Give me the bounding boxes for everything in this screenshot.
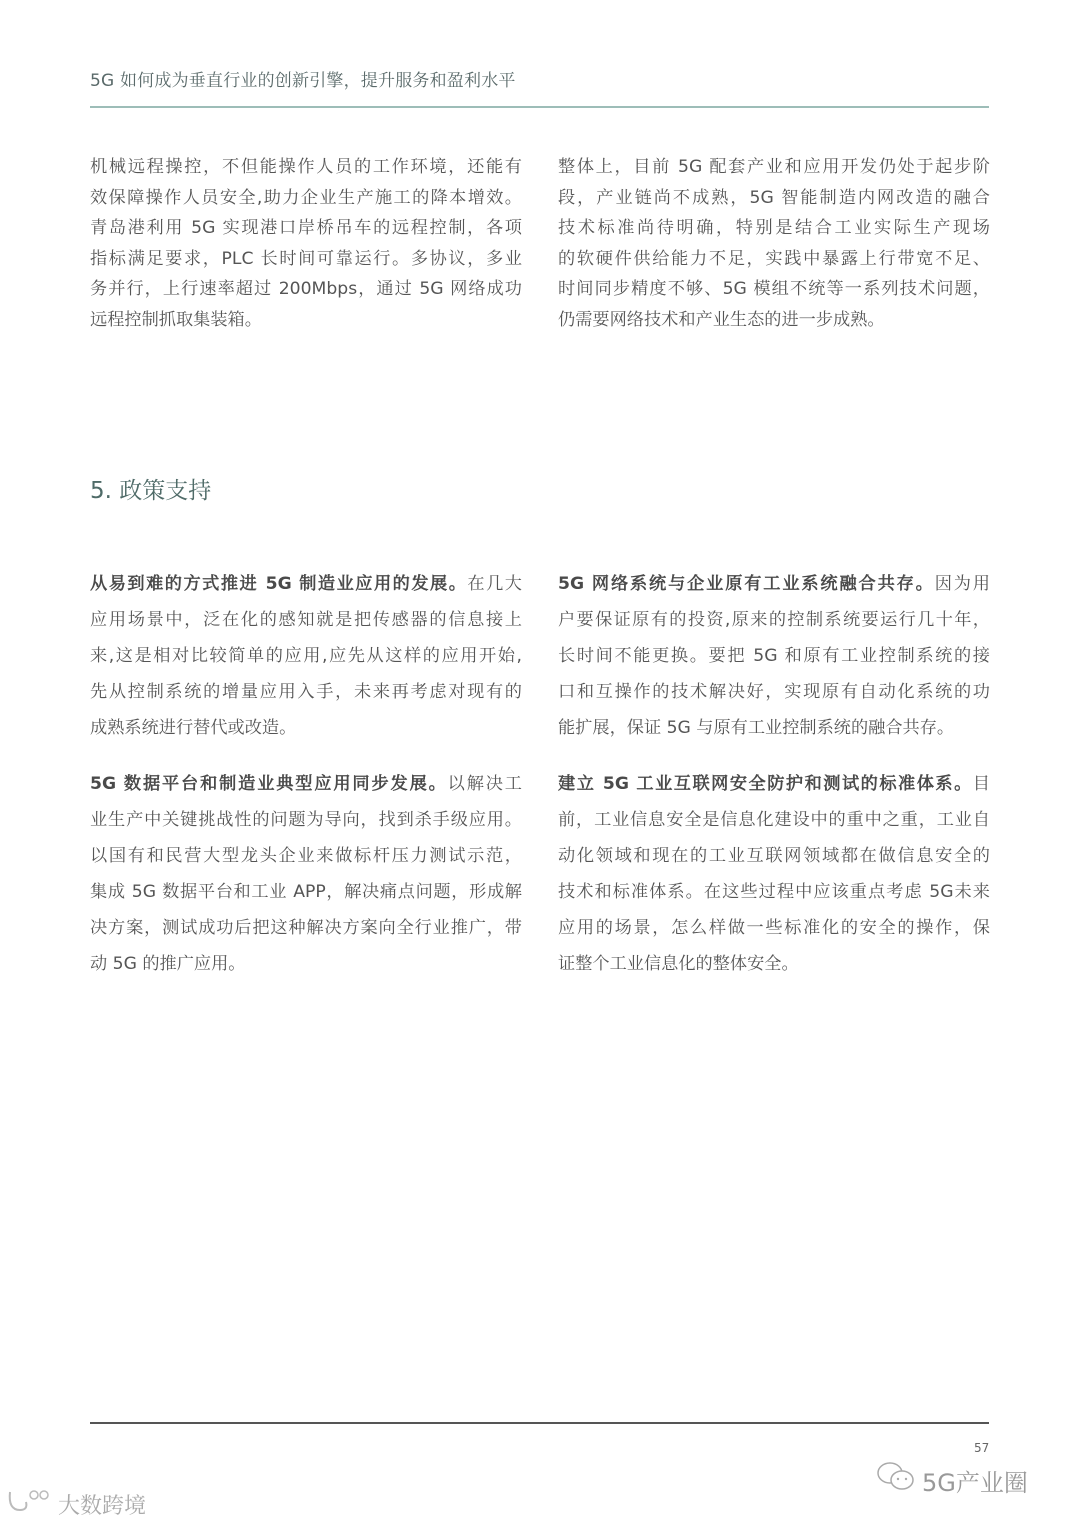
text-line: 技术标准尚待明确，特别是结合工业实际生产现场 xyxy=(558,218,990,238)
policy-paragraph xyxy=(558,566,990,746)
text-line: 应用场景中，泛在化的感知就是把传感器的信息接上 xyxy=(90,610,522,630)
header-divider xyxy=(90,106,989,108)
policy-paragraph xyxy=(558,766,990,982)
wechat-watermark xyxy=(876,1460,1028,1500)
paragraph-lead: 5G 数据平台和制造业典型应用同步发展。 xyxy=(90,774,448,794)
wechat-icon xyxy=(876,1460,916,1500)
brand-watermark xyxy=(6,1488,146,1520)
text-line: 成熟系统进行替代或改造。 xyxy=(90,718,297,738)
text-line xyxy=(558,566,990,602)
text-line: 以国有和民营大型龙头企业来做标杆压力测试示范， xyxy=(90,846,522,866)
text-line: 口和互操作的技术解决好，实现原有自动化系统的功 xyxy=(558,682,990,702)
paragraph-text: 因为用 xyxy=(934,574,990,594)
text-line: 技术和标准体系。在这些过程中应该重点考虑 5G未来 xyxy=(558,882,990,902)
paragraph-text: 以解决工 xyxy=(447,774,522,794)
text-line: 前，工业信息安全是信息化建设中的重中之重，工业自 xyxy=(558,810,990,830)
text-line: 机械远程操控，不但能操作人员的工作环境，还能有 xyxy=(90,157,522,177)
paragraph-lead: 从易到难的方式推进 5G 制造业应用的发展。 xyxy=(90,574,468,594)
policy-paragraph xyxy=(90,766,522,982)
brand-logo-icon xyxy=(6,1488,52,1520)
brand-watermark-text: 大数跨境 xyxy=(58,1493,147,1519)
text-line: 集成 5G 数据平台和工业 APP，解决痛点问题，形成解 xyxy=(90,882,522,902)
wechat-watermark-text: 5G产业圈 xyxy=(922,1468,1028,1497)
text-line: 的软硬件供给能力不足，实践中暴露上行带宽不足、 xyxy=(558,248,990,269)
text-line xyxy=(90,566,522,602)
text-line: 先从控制系统的增量应用入手，未来再考虑对现有的 xyxy=(90,682,522,702)
text-line: 务并行，上行速率超过 200Mbps，通过 5G 网络成功 xyxy=(90,279,522,299)
text-line: 能扩展，保证 5G 与原有工业控制系统的融合共存。 xyxy=(558,718,955,738)
section-heading: 5. 政策支持 xyxy=(90,478,212,504)
paragraph-text: 在几大 xyxy=(467,574,522,594)
text-line: 动化领域和现在的工业互联网领域都在做信息安全的 xyxy=(558,846,990,866)
text-line: 决方案，测试成功后把这种解决方案向全行业推广，带 xyxy=(90,918,522,938)
page-number: 57 xyxy=(974,1441,990,1455)
paragraph-lead: 建立 5G 工业互联网安全防护和测试的标准体系。 xyxy=(558,774,973,794)
text-line: 来,这是相对比较简单的应用,应先从这样的应用开始, xyxy=(90,646,522,666)
text-line xyxy=(90,766,522,802)
text-line: 业生产中关键挑战性的问题为导向，找到杀手级应用。 xyxy=(90,810,522,830)
text-line: 时间同步精度不够、5G 模组不统等一系列技术问题， xyxy=(558,279,990,299)
text-line: 仍需要网络技术和产业生态的进一步成熟。 xyxy=(558,309,885,330)
text-line: 长时间不能更换。要把 5G 和原有工业控制系统的接 xyxy=(558,646,990,666)
text-line: 动 5G 的推广应用。 xyxy=(90,954,246,974)
text-line: 青岛港利用 5G 实现港口岸桥吊车的远程控制，各项 xyxy=(90,218,522,238)
top-left-paragraph xyxy=(90,152,522,335)
top-right-paragraph xyxy=(558,152,990,335)
text-line: 段，产业链尚不成熟，5G 智能制造内网改造的融合 xyxy=(558,187,990,208)
text-line: 证整个工业信息化的整体安全。 xyxy=(558,954,799,974)
text-line: 指标满足要求，PLC 长时间可靠运行。多协议，多业 xyxy=(90,248,522,269)
text-line: 整体上，目前 5G 配套产业和应用开发仍处于起步阶 xyxy=(558,157,990,177)
running-header: 5G 如何成为垂直行业的创新引擎，提升服务和盈利水平 xyxy=(90,71,516,91)
text-line: 应用的场景，怎么样做一些标准化的安全的操作，保 xyxy=(558,918,990,938)
policy-paragraph xyxy=(90,566,522,746)
paragraph-lead: 5G 网络系统与企业原有工业系统融合共存。 xyxy=(558,574,935,594)
paragraph-text: 目 xyxy=(972,774,990,794)
text-line: 效保障操作人员安全,助力企业生产施工的降本增效。 xyxy=(90,187,522,208)
text-line: 远程控制抓取集装箱。 xyxy=(90,309,262,330)
footer-divider xyxy=(90,1422,989,1424)
text-line xyxy=(558,766,990,802)
text-line: 户要保证原有的投资,原来的控制系统要运行几十年， xyxy=(558,610,990,630)
